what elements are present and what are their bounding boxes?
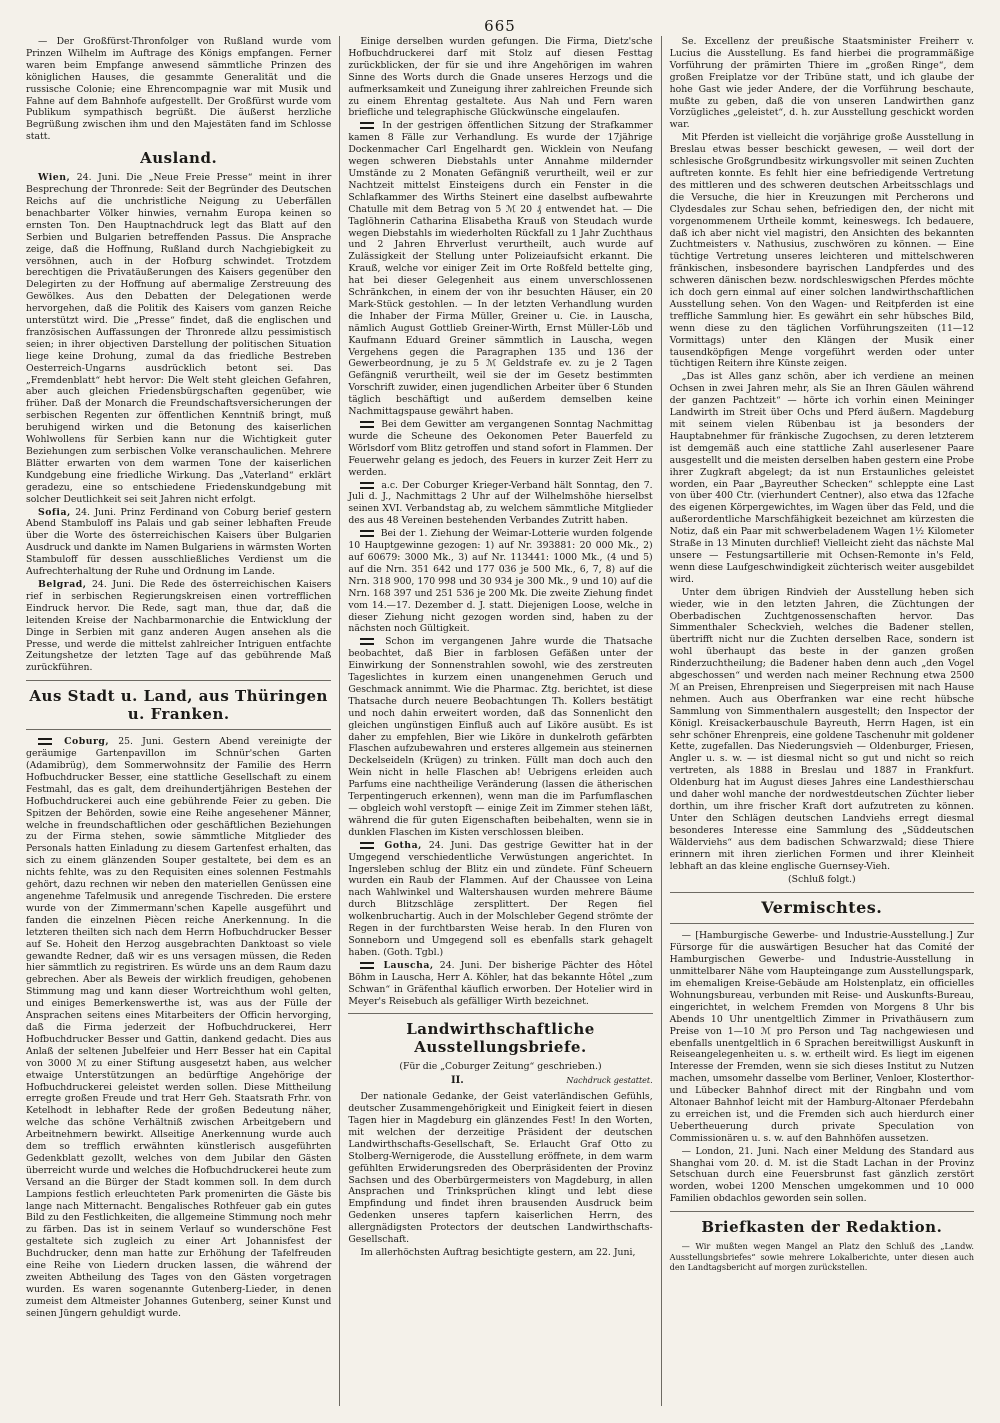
- article-gewitter-text: Bei dem Gewitter am vergangenen Sonntag Nachmittag wurde die Scheune des Oekonomen Peter Bauerfeld zu Wörlsdorf vom Blitz getroffen und stand sofort in Flammen. Der Feuerwehr gelang es jedoch, des Feuers in kurzer Zeit Herr zu werden.: [348, 419, 653, 478]
- article-gotha: [348, 840, 652, 959]
- article-ochsen: „Das ist Alles ganz schön, aber ich verdiene an meinen Ochsen in zwei Jahren mehr, als Sie an Ihren Gäulen während der ganzen Pachtzeit“ — hörte ich vorhin einen Meininger Landwirth im Streit über Ochs und Pferd äußern. Magdeburg mit seinem vielen Rübenbau ist ja besonders der Hauptabnehmer für fränkische Zugochsen, zu deren letzterem ist demgemäß auch eine stattliche Zahl auserlesener Paare ausgestellt und die meisten derselben haben gestern eine Probe ihrer Zugkraft abgelegt; da ist nun Erstaunliches geleistet worden, ein Paar „Bayreuther Schecken“ schleppte eine Last von über 400 Ctr. (vierhundert Centner), also etwa das 12fache des eigenen Körpergewichtes, im Wagen über das Feld, und die außerordentliche Marschfähigkeit bezeichnet am kürzesten die Notiz, daß ein Paar mit schwerbeladenem Wagen 1½ Kilometer Straße in 13 Minuten durchlief! Vielleicht zieht das nächste Mal unsere — Festungsartillerie mit Ochsen-Remonte in's Feld, wenn diese Laufgeschwindigkeit züchterisch weiter ausgebildet wird.: [669, 371, 974, 585]
- article-gotha-text: 24. Juni. Das gestrige Gewitter hat in der Umgegend verschiedentliche Verwüstungen angerichtet. In Ingersleben schlug der Blitz ein und zündete. Fünf Scheuern wurden ein Raub der Flammen. Auf der Chaussee von Leina nach Wahlwinkel und Waltershausen wurden mehrere Bäume durch Blitzschläge zersplittert. Der Regen fiel wolkenbruchartig. Auch in der Molschleber Gegend strömte der Regen in der furchtbarsten Weise herab. In den Fluren von Sonneborn und Umgegend soll es ebenfalls stark gehagelt haben. (Goth. Tgbl.): [348, 839, 653, 958]
- article-belgrad: [26, 579, 331, 674]
- article-lauscha-text: 24. Juni. Der bisherige Pächter des Hôtel Böhm in Lauscha, Herr A. Köhler, hat das bekannte Hôtel „zum Schwan“ in Gräfenthal käuflich erworben. Der Hotelier wird in Meyer's Reisebuch als gefälliger Wirth bezeichnet.: [348, 959, 653, 1007]
- article-landw-text: Der nationale Gedanke, der Geist vaterländischen Gefühls, deutscher Zusammengehörigkeit und Einigkeit feiert in diesen Tagen hier in Magdeburg ein glänzendes Fest! In den Worten, mit welchen der derzeitige Präsident der deutschen Landwirthschafts-Gesellschaft, Se. Erlaucht Graf Otto zu Stolberg-Wernigerode, die Ausstellung eröffnete, in dem warm gefühlten Erwiderungsreden des Oberpräsidenten der Provinz Sachsen und des Oberbürgermeisters von Magdeburg, in allen Ansprachen und Trinksprüchen klingt und lebt diese Empfindung und findet ihren brausenden Ausdruck beim Gedenken unseres tapfern kaiserlichen Herrn, des allergnädigsten Protectors der deutschen Landwirthschafts-Gesellschaft.: [348, 1091, 653, 1246]
- article-pferde: Mit Pferden ist vielleicht die vorjährige große Ausstellung in Breslau etwas besser beschickt gewesen, — weil dort der schlesische Großgrundbesitz wirkungsvoller mit seinen Zuchten auftreten konnte. Es fehlt hier eine befriedigende Vertretung des mittleren und des schweren deutschen Arbeitsschlags und die Versuche, die hier in Kreuzungen mit Percherons und Clydesdales zur Schau sehen, befriedigen den, der nicht mit vorgenommenem Urtheile kommt, keineswegs. Ich bedauere, daß ich aber nicht viel magistri, den Ansichten des bekannten Zuchtmeisters v. Nathusius, zuschwören zu können. — Eine tüchtige Vertretung unseres leichteren und mittelschweren fränkischen, insbesondere bayrischen Landpferdes und des schweren dänischen bezw. nordschleswigschen Pferdes möchte ich doch gern einmal auf einer solchen landwirthschaftlichen Ausstellung sehen. Von den Wagen- und Reitpferden ist eine treffliche Sammlung hier. Es gewährt ein sehr hübsches Bild, wenn diese zu den täglichen Vorführungszeiten (11—12 Vormittags) unter den Klängen der Musik einer tausendköpfigen Menge vorgeführt werden oder unter tüchtigen Reitern ihre Künste zeigen.: [669, 132, 974, 370]
- section-marker-icon: [38, 738, 52, 745]
- article-rindvieh: Unter dem übrigen Rindvieh der Ausstellung heben sich wieder, wie in den letzten Jahren, die Züchtungen der Oberbadischen Zuchtgenossenschaften hervor. Das Simmenthaler Scheckvieh, welches die Badener stellen, übertrifft nicht nur die Zuchten derselben Race, sondern ist wohl überhaupt das beste in der ganzen großen Rinderzuchtheilung; die Badener haben denn auch „den Vogel abgeschossen“ und werden nach meiner Rechnung etwa 2500 ℳ an Preisen, Ehrenpreisen und Siegerpreisen mit nach Hause nehmen. Auch aus Oberfranken war eine recht hübsche Sammlung von Simmenthalern ausgestellt; den Inspector der Königl. Kreisackerbauschule Bayreuth, Herrn Hagen, ist ein sehr schöner Ehrenpreis, eine goldene Taschenuhr mit goldener Kette, zugefallen. Das Niederungsvieh — Oldenburger, Friesen, Angler u. s. w. — ist diesmal nicht so gut und nicht so reich vertreten, als 1888 in Breslau und 1887 in Frankfurt. Oldenburg hat im August dieses Jahres eine Landesthierschau und daher wohl manche der nordwestdeutschen Züchter lieber dorthin, um ihre frischer Kraft dort aufzutreten zu können. Unter den Schlägen deutschen Landviehs erregt diesmal besonderes Interesse eine Sammlung des „Süddeutschen Wälderviehs“ aus dem badischen Schwarzwald; diese Thiere erinnern mit ihren zierlichen Formen und ihrer Kleinheit lebhaft an das kleine englische Guernsey-Vieh.: [669, 586, 974, 872]
- section-marker-icon: [360, 530, 374, 537]
- section-marker-icon: [360, 638, 374, 645]
- article-sofia-text: 24. Juni. Prinz Ferdinand von Coburg berief gestern Abend Stambuloff ins Palais und gab seiner lebhaften Freude über die Worte des österreichischen Kaisers über Bulgarien Ausdruck und dankte im Namen Bulgariens in wärmsten Worten Stambuloff für dessen ausschließliches Verdienst um die Aufrechterhaltung der Ruhe und Ordnung im Lande.: [26, 506, 332, 578]
- landw-subtitle: (Für die „Coburger Zeitung“ geschrieben.): [399, 1061, 602, 1073]
- article-wien-text: 24. Juni. Die „Neue Freie Presse“ meint in ihrer Besprechung der Thronrede: Seit der Begründer des Deutschen Reichs auf die unchristliche Neigung zu Ueberfällen benachbarter Völker hinwies, vernahm Europa keinen so ernsten Ton. Den Hauptnachdruck legt das Blatt auf den Serbien und Bulgarien betreffenden Passus. Die Ansprache zeige, daß die Hoffnung, Rußland durch Nachgiebigkeit zu versöhnen, auch in der Hofburg schwindet. Trotzdem berechtigen die Privatäußerungen des Kaisers gegenüber den Delegirten zu der Hoffnung auf abermalige Zerstreuung des Gewölkes. Aus den Debatten der Delegationen werde hervorgehen, daß die Politik des Kaisers vom ganzen Reiche unterstützt wird. Die „Presse“ findet, daß die englischen und französischen Auffassungen der Thronrede allzu pessimistisch seien; in ihrer objectiven Darstellung der politischen Situation liege keine Drohung, zumal da das friedliche Bestreben Oesterreich-Ungarns ausdrücklich betont sei. Das „Fremdenblatt“ hebt hervor: Die Welt steht gleichen Gefahren, aber auch gleichen Friedensbürgschaften gegenüber, wie früher. Daß der Monarch die Freundschaftsversicherungen der serbischen Regenten zur öffentlichen Kenntniß bringt, muß beruhigend wirken und die Betonung des kaiserlichen Wohlwollens für Serbien kann nur die Wichtigkeit guter Beziehungen zum serbischen Volke veranschaulichen. Mehrere Blätter erwarten von dem warmen Tone der kaiserlichen Kundgebung eine friedliche Wirkung. Das „Vaterland“ erklärt geradezu, eine so entschiedene Friedenskundgebung mit solcher Deutlichkeit sei seit Jahren nicht erfolgt.: [26, 172, 332, 505]
- section-marker-icon: [360, 122, 374, 129]
- article-coburg-continued: Einige derselben wurden gefungen. Die Firma, Dietz'sche Hofbuchdruckerei darf mit Stolz auf diesen Festtag zurückblicken, der für sie und ihre Angehörigen im wahren Sinne des Worts durch die Gnade unseres Herzogs und die aufmerksamkeit und Zuneigung ihrer zahlreichen Freunde sich zu einem Ehrentag gestaltete. Aus Nah und Fern waren briefliche und telegraphische Glückwünsche eingelaufen.: [348, 36, 653, 119]
- column-middle: [339, 36, 660, 1406]
- dateline-belgrad: Belgrad,: [38, 578, 87, 590]
- divider: [670, 1211, 974, 1212]
- article-lotterie-text: Bei der 1. Ziehung der Weimar-Lotterie wurden folgende 10 Hauptgewinne gezogen: 1) auf Nr. 393881: 20 000 Mk., 2) auf 60679: 3000 Mk., 3) auf Nr. 113441: 1000 Mk., (4 und 5) auf die Nrn. 351 642 und 177 036 je 500 Mk., 6, 7, 8) auf die Nrn. 318 900, 170 998 und 30 934 je 300 Mk., 9 und 10) auf die Nrn. 168 397 und 251 536 je 200 Mk. Die zweite Ziehung findet vom 14.—17. Dezember d. J. statt. Diejenigen Loose, welche in dieser Ziehung nicht gezogen worden sind, haben zu der nächsten noch Gültigkeit.: [348, 528, 653, 635]
- article-bier-text: Schon im vergangenen Jahre wurde die Thatsache beobachtet, daß Bier in farblosen Gefäßen unter der Einwirkung der Sonnenstrahlen sowohl, wie des zerstreuten Tageslichtes in kurzem einen unangenehmen Geruch und Geschmack annimmt. Wie die Pharmac. Ztg. berichtet, ist diese Thatsache durch neuere Beobachtungen Th. Kollers bestätigt und noch dahin erweitert worden, daß das Sonnenlicht den gleichen ungünstigen Einfluß auch auf Liköre ausübt. Es ist daher zu empfehlen, Bier wie Liköre in dunkelroth gefärbten Flaschen aufzubewahren und ersteres allgemein aus steinernen Deckelseideln (Krügen) zu trinken. Füllt man doch auch den Wein nicht in helle Flaschen ab! Uebrigens erleiden auch Parfums eine nachtheilige Veränderung (lassen die ätherischen Terpentingeruch erkennen), wenn man die im Parfumflaschen — obgleich wohl verstopft — einige Zeit im Zimmer stehen läßt, während die für guten Eigenschaften beibehalten, wenn sie in dunklen Flaschen im Kisten verschlossen bleiben.: [348, 636, 653, 838]
- article-grossfuerst: — Der Großfürst-Thronfolger von Rußland wurde vom Prinzen Wilhelm im Auftrage des Königs empfangen. Ferner waren beim Empfange anwesend sämmtliche Prinzen des königlichen Hauses, die gesammte Generalität und die russische Colonie; eine Ehrencompagnie war mit Musik und Fahne auf dem Bahnhofe aufgestellt. Der Großfürst wurde vom Publikum sympathisch begrüßt. Die äußerst herzliche Begrüßung zwischen ihm und den Majestäten fand im Schlosse statt.: [26, 36, 332, 143]
- landw-reprint-note: Nachdruck gestattet.: [566, 1076, 653, 1086]
- landw-roman: II.: [450, 1075, 464, 1087]
- article-strafkammer-text: In der gestrigen öffentlichen Sitzung der Strafkammer kamen 8 Fälle zur Verhandlung. Es wurde der 17jährige Dockenmacher Carl Engelhardt gen. Wicklein von Neufang wegen schweren Diebstahls unter Annahme mildernder Umstände zu 2 Monaten Gefängniß verurtheilt, weil er zur Nachtzeit mittelst Einsteigens durch ein Fenster in die Schlafkammer des Wirths Steinert eine daselbst aufbewahrte Chatulle mit dem Betrag von 5 ℳ 20 ₰ entwendet hat. — Die Taglöhnerin Catharina Elisabetha Krauß von Steudach wurde wegen Diebstahls im wiederholten Rückfall zu 1 Jahr Zuchthaus und 2 Jahren Ehrverlust verurtheilt, auch wurde auf Zulässigkeit der Stellung unter Polizeiaufsicht erkannt. Die Krauß, welche vor einiger Zeit im Orte Roßfeld bettelte ging, hat bei dieser Gelegenheit aus einem unverschlossenen Schränkchen, in einem der von ihr besuchten Häuser, ein 20 Mark-Stück gestohlen. — In der letzten Verhandlung wurden die Inhaber der Firma Müller, Greiner u. Cie. in Lauscha, nämlich August Gottlieb Greiner-Wirth, Ernst Müller-Löb und Kaufmann Eduard Greiner sämmtlich in Lauscha, wegen Vergehens gegen die Paragraphen 135 und 136 der Gewerbeordnung, je zu 5 ℳ Geldstrafe ev. zu je 2 Tagen Gefängniß verurtheilt, weil sie der im Gesetz bestimmten Vorschrift zuwider, einen jugendlichen Arbeiter über 6 Stunden täglich beschäftigt und außerdem demselben keine Nachmittagspause gewährt haben.: [348, 120, 653, 418]
- columns: [18, 36, 982, 1406]
- section-heading-briefkasten: Briefkasten der Redaktion.: [701, 1218, 943, 1237]
- section-heading-landwirthschaft: Landwirthschaftliche Ausstellungsbriefe.: [406, 1020, 595, 1057]
- landw-part-number: [348, 1075, 652, 1087]
- article-krieger-verband-text: a.c. Der Coburger Krieger-Verband hält Sonntag, den 7. Juli d. J., Nachmittags 2 Uhr auf der Wilhelmshöhe hierselbst seinen XVI. Verbandstag ab, zu welchem sämmtliche Mitglieder des aus 48 Vereinen bestehenden Verbandes Zutritt haben.: [348, 479, 653, 527]
- article-london: — London, 21. Juni. Nach einer Meldung des Standard aus Shanghai vom 20. d. M. ist die Stadt Lachan in der Provinz Setschuan durch eine Feuersbrunst fast gänzlich zerstört worden, wobei 1200 Menschen umgekommen und 10 000 Familien obdachlos geworden sein sollen.: [669, 1145, 974, 1205]
- article-coburg: [26, 736, 331, 1319]
- divider: [670, 923, 974, 924]
- dateline-lauscha: Lauscha,: [383, 959, 434, 971]
- divider: [26, 729, 331, 730]
- page-number: 665: [484, 17, 516, 35]
- column-right: [661, 36, 982, 1406]
- divider: [670, 892, 974, 893]
- article-signoff: (Schluß folgt.): [788, 874, 856, 886]
- column-left: [18, 36, 339, 1406]
- dateline-coburg: Coburg,: [64, 736, 110, 748]
- article-belgrad-text: 24. Juni. Die Rede des österreichischen Kaisers rief in serbischen Regierungskreisen einen vortrefflichen Eindruck hervor. Die Rede, sagt man, thue dar, daß die leitenden Kreise der Nachbarmonarchie die Entwicklung der Dinge in Serbien mit ganz anderen Augen ansehen als die Presse, und werde die mittelst zahlreicher Intriguen entfachte Zeitungshetze der letzten Tage auf das gebührende Maß zurückführen.: [26, 578, 332, 674]
- article-sofia: [26, 507, 331, 578]
- article-briefkasten: — Wir mußten wegen Mangel an Platz den Schluß des „Landw. Ausstellungsbriefes“ sowie mehrere Lokalberichte, unter diesen auch den Landtagsbericht auf morgen zurückstellen.: [669, 1241, 974, 1272]
- section-heading-vermischtes: Vermischtes.: [761, 898, 883, 918]
- section-marker-icon: [360, 482, 374, 489]
- section-heading-stadt-land: Aus Stadt u. Land, aus Thüringen u. Franken.: [29, 687, 328, 724]
- section-marker-icon: [360, 421, 374, 428]
- section-heading-ausland: Ausland.: [140, 149, 218, 168]
- divider: [26, 680, 331, 681]
- article-bier: [348, 636, 652, 838]
- dateline-gotha: Gotha,: [384, 839, 422, 851]
- article-lauscha: [348, 960, 652, 1008]
- article-strafkammer: [348, 120, 652, 418]
- divider: [348, 1013, 652, 1014]
- section-marker-icon: [360, 842, 374, 849]
- dateline-wien: Wien,: [38, 172, 71, 184]
- article-wien: [26, 172, 331, 505]
- article-hamburg-ausstellung: — [Hamburgische Gewerbe- und Industrie-Ausstellung.] Zur Fürsorge für die auswärtigen Besucher hat das Comité der Hamburgischen Gewerbe- und Industrie-Ausstellung in unmittelbarer Nähe vom Haupteingange zum Ausstellungspark, im ehemaligen Kreise-Gebäude am Holstenplatz, ein officielles Wohnungsbureau, verbunden mit Reise- und Auskunfts-Bureau, eingerichtet, in welchem Fremden von Morgens 8 Uhr bis Abends 10 Uhr unentgeltlich Zimmer in Privathäusern zum Preise von 1—10 ℳ pro Person und Tag nachgewiesen und ebenfalls unentgeltlich in 6 Sprachen bereitwilligst Auskunft in Reiseangelegenheiten u. s. w. ertheilt wird. Es liegt im eigenen Interesse der Fremden, wenn sie sich dieses Institut zu Nutzen machen, umsomehr dasselbe vom Berliner, Venloer, Klosterthor- und Lübecker Bahnhof direct mit der Ringbahn und vom Altonaer Bahnhof leicht mit der Hamburg-Altonaer Pferdebahn zu erreichen ist, und die Fremden sich auch hierdurch einer Uebertheuerung durch private Speculation von Commissionären u. s. w. auf den Bahnhöfen aussetzen.: [669, 930, 974, 1144]
- article-landw-text2: Im allerhöchsten Auftrag besichtigte gestern, am 22. Juni,: [360, 1247, 636, 1258]
- dateline-sofia: Sofia,: [38, 506, 71, 518]
- article-coburg-text: 25. Juni. Gestern Abend vereinigte der geräumige Gartenpavillon im Schnür'schen Garten (Adamibrüg), dem Sommerwohnsitz der Familie des Herrn Hofbuchdrucker Besser, eine stattliche Gesellschaft zu einem Festmahl, das es galt, dem dreihundertjährigen Bestehen der Hofbuchdruckerei auch eine gebührende Feier zu geben. Die Spitzen der Behörden, sowie eine Reihe angesehener Männer, welche in freundschaftlichen oder geschäftlichen Beziehungen zu der Firma stehen, sowie sämmtliche Mitglieder des Personals hatten Einladung zu diesem Gartenfest erhalten, das sich zu einem glänzenden Souper gestaltete, bei dem es an nichts fehlte, was zu den Requisiten eines solennen Festmahls gehört, dazu rechnen wir neben den materiellen Genüssen eine angenehme Tafelmusik und anregende Tischreden. Die erstere wurde von der Zimmermann'schen Kapelle ausgeführt und fanden die einzelnen Piècen reiche Anerkennung. In die letzteren theilten sich nach dem Herrn Hofbuchdrucker Besser auf Se. Hoheit den Herzog ausgebrachten Danktoast so viele gewandte Redner, daß wir es uns versagen müssen, die Reden hier sämmtlich zu registriren. Es würde uns an dem Raum dazu gebrechen. Aber als Beweis der wirklich freudigen, gehobenen Stimmung mag und kann dieser Wortreichthum wohl gelten, und einiges Bemerkenswerthe ist, was aus der Fülle der Ansprachen seitens eines Mitarbeiters der Officin hervorging, daß die Firma jederzeit der Hofbuchdruckerei, Herr Hofbuchdrucker Besser und Gattin, dankend gedacht. Dies aus Anlaß der seltenen Jubelfeier und Herr Besser hat ein Capital von 3000 ℳ zu einer Stiftung ausgesetzt haben, aus welcher etwaige Unterstützungen an bedürftige Angehörige der Hofbuchdruckerei geleistet werden sollen. Diese Mittheilung erregte großen Freude und trat Herr Geh. Staatsrath Frhr. von Ketelhodt in lebhafter Rede der großen Bedeutung näher, welche das schöne Verhältniß zwischen Arbeitgebern und Arbeitnehmern bewirkt. Allseitige Anerkennung wurde auch dem so trefflich erwähnten künstlerisch ausgeführten Gedenkblatt gezollt, welches von dem Jubilar den Gästen überreicht wurde und welches die Hofbuchdruckerei heute zum Versand an die Bürger der Stadt kommen soll. In dem durch Lampions festlich erleuchteten Park promenirten die Gäste bis lange nach Mitternacht. Bengalisches Rothfeuer gab ein gutes Bild zu den Festlichkeiten, die allgemeine Stimmung noch mehr zu färben. Das ist in seinem Verlauf so wunderschöne Fest gestaltete sich zugleich zu einer Art Johannisfest der Buchdrucker, denn man hatte zur Erhöhung der Tafelfreuden eine Reihe von Liedern drucken lassen, die während der zweiten Abtheilung des Tages von den Gästen vorgetragen wurden. Es waren sogenannte Gutenberg-Lieder, in denen zumeist dem Altmeister Johannes Gutenberg, seiner Kunst und seinen Jüngern gehuldigt wurde.: [26, 736, 332, 1319]
- article-krieger-verband: [348, 480, 652, 528]
- article-landw-continued: Se. Excellenz der preußische Staatsminister Freiherr v. Lucius die Ausstellung. Es fand hierbei die programmäßige Vorführung der prämirten Thiere im „großen Ringe“, dem großen Freiplatze vor der Tribüne statt, und ich glaube der hohe Gast wie jeder Andere, der die Vorführung beschaute, mußte zu geben, daß die von unseren Landwirthen ganz Vorzügliches „geleistet“, d. h. zur Ausstellung geschickt worden war.: [669, 36, 974, 131]
- article-gewitter: [348, 419, 652, 479]
- article-lotterie: [348, 528, 652, 635]
- section-marker-icon: [360, 962, 374, 969]
